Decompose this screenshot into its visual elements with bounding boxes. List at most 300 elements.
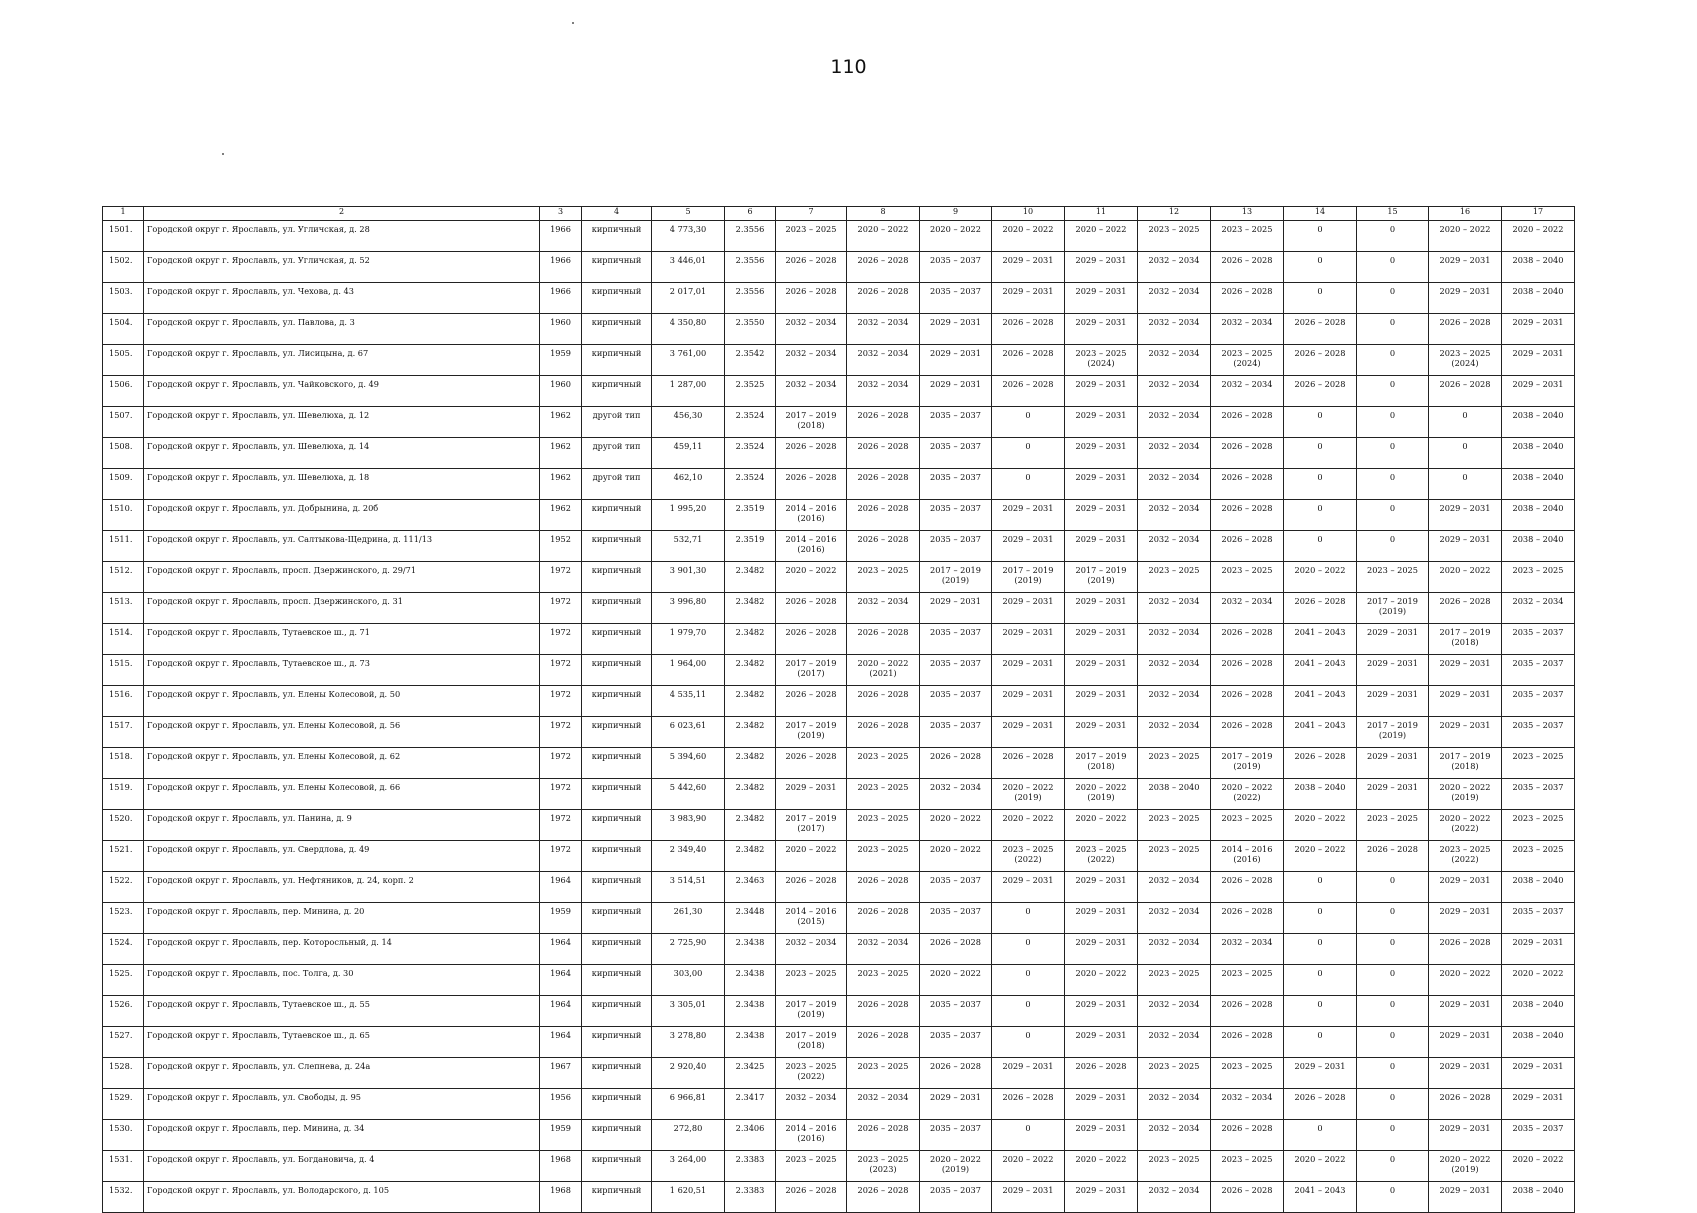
period-col-9-cell: 2020 – 2022 (920, 221, 992, 252)
period-col-8-cell: 2026 – 2028 (847, 407, 920, 438)
period-col-12-cell: 2032 – 2034 (1138, 655, 1211, 686)
period-col-13-cell: 2032 – 2034 (1211, 934, 1284, 965)
total-area-cell: 3 996,80 (652, 593, 725, 624)
period-col-16-cell: 2020 – 2022 (2022) (1429, 810, 1502, 841)
period-col-13-cell: 2023 – 2025 (1211, 562, 1284, 593)
address-cell: Городской округ г. Ярославль, ул. Слепнева, д. 24а (144, 1058, 540, 1089)
period-col-16-cell: 2020 – 2022 (2019) (1429, 779, 1502, 810)
period-col-11-cell: 2029 – 2031 (1065, 872, 1138, 903)
row-number-cell: 1525. (103, 965, 144, 996)
period-col-14-cell: 2026 – 2028 (1284, 748, 1357, 779)
period-col-17-cell: 2023 – 2025 (1502, 562, 1575, 593)
address-cell: Городской округ г. Ярославль, ул. Свердлова, д. 49 (144, 841, 540, 872)
period-col-13-cell: 2026 – 2028 (1211, 469, 1284, 500)
period-col-14-cell: 0 (1284, 221, 1357, 252)
period-col-9-cell: 2035 – 2037 (920, 717, 992, 748)
period-col-7-cell: 2032 – 2034 (776, 934, 847, 965)
address-cell: Городской округ г. Ярославль, пер. Минина, д. 20 (144, 903, 540, 934)
year-built-cell: 1972 (540, 562, 582, 593)
period-col-12-cell: 2032 – 2034 (1138, 314, 1211, 345)
period-col-7-cell: 2032 – 2034 (776, 314, 847, 345)
period-col-7-cell: 2026 – 2028 (776, 593, 847, 624)
period-col-13-cell: 2026 – 2028 (1211, 996, 1284, 1027)
table-row (103, 531, 1575, 562)
year-built-cell: 1962 (540, 407, 582, 438)
period-col-14-cell: 2041 – 2043 (1284, 1182, 1357, 1213)
address-cell: Городской округ г. Ярославль, ул. Шевелюха, д. 12 (144, 407, 540, 438)
priority-index-cell: 2.3482 (725, 686, 776, 717)
period-col-11-cell: 2029 – 2031 (1065, 1089, 1138, 1120)
period-col-7-cell: 2017 – 2019 (2017) (776, 810, 847, 841)
priority-index-cell: 2.3482 (725, 841, 776, 872)
row-number-cell: 1516. (103, 686, 144, 717)
period-col-12-cell: 2032 – 2034 (1138, 438, 1211, 469)
period-col-9-cell: 2020 – 2022 (920, 965, 992, 996)
period-col-17-cell: 2035 – 2037 (1502, 686, 1575, 717)
period-col-7-cell: 2023 – 2025 (776, 221, 847, 252)
wall-material-cell: кирпичный (582, 655, 652, 686)
table-row (103, 221, 1575, 252)
period-col-17-cell: 2029 – 2031 (1502, 1058, 1575, 1089)
period-col-15-cell: 2029 – 2031 (1357, 624, 1429, 655)
period-col-13-cell: 2026 – 2028 (1211, 903, 1284, 934)
wall-material-cell: кирпичный (582, 624, 652, 655)
address-cell: Городской округ г. Ярославль, ул. Елены Колесовой, д. 56 (144, 717, 540, 748)
period-col-11-cell: 2029 – 2031 (1065, 686, 1138, 717)
total-area-cell: 2 725,90 (652, 934, 725, 965)
period-col-11-cell: 2029 – 2031 (1065, 903, 1138, 934)
period-col-11-cell: 2026 – 2028 (1065, 1058, 1138, 1089)
period-col-12-cell: 2032 – 2034 (1138, 686, 1211, 717)
address-cell: Городской округ г. Ярославль, ул. Лисицына, д. 67 (144, 345, 540, 376)
period-col-14-cell: 0 (1284, 469, 1357, 500)
period-col-11-cell: 2023 – 2025 (2024) (1065, 345, 1138, 376)
period-col-9-cell: 2029 – 2031 (920, 314, 992, 345)
row-number-cell: 1531. (103, 1151, 144, 1182)
period-col-11-cell: 2029 – 2031 (1065, 717, 1138, 748)
period-col-7-cell: 2026 – 2028 (776, 686, 847, 717)
address-cell: Городской округ г. Ярославль, ул. Володарского, д. 105 (144, 1182, 540, 1213)
priority-index-cell: 2.3482 (725, 624, 776, 655)
period-col-14-cell: 2026 – 2028 (1284, 314, 1357, 345)
period-col-15-cell: 2023 – 2025 (1357, 810, 1429, 841)
period-col-14-cell: 2020 – 2022 (1284, 810, 1357, 841)
period-col-8-cell: 2032 – 2034 (847, 314, 920, 345)
year-built-cell: 1964 (540, 1027, 582, 1058)
table-row (103, 903, 1575, 934)
table-row (103, 717, 1575, 748)
period-col-10-cell: 2020 – 2022 (992, 810, 1065, 841)
priority-index-cell: 2.3524 (725, 407, 776, 438)
period-col-12-cell: 2032 – 2034 (1138, 593, 1211, 624)
period-col-12-cell: 2032 – 2034 (1138, 407, 1211, 438)
period-col-12-cell: 2023 – 2025 (1138, 221, 1211, 252)
period-col-16-cell: 2029 – 2031 (1429, 655, 1502, 686)
priority-index-cell: 2.3438 (725, 965, 776, 996)
period-col-10-cell: 2026 – 2028 (992, 376, 1065, 407)
period-col-15-cell: 0 (1357, 1182, 1429, 1213)
period-col-17-cell: 2038 – 2040 (1502, 1027, 1575, 1058)
period-col-8-cell: 2023 – 2025 (847, 748, 920, 779)
wall-material-cell: кирпичный (582, 221, 652, 252)
period-col-14-cell: 0 (1284, 934, 1357, 965)
period-col-15-cell: 0 (1357, 345, 1429, 376)
period-col-17-cell: 2035 – 2037 (1502, 1120, 1575, 1151)
year-built-cell: 1966 (540, 252, 582, 283)
period-col-16-cell: 2017 – 2019 (2018) (1429, 748, 1502, 779)
address-cell: Городской округ г. Ярославль, пер. Которосльный, д. 14 (144, 934, 540, 965)
period-col-15-cell: 0 (1357, 1151, 1429, 1182)
period-col-17-cell: 2038 – 2040 (1502, 469, 1575, 500)
priority-index-cell: 2.3383 (725, 1151, 776, 1182)
period-col-15-cell: 2029 – 2031 (1357, 779, 1429, 810)
scan-speck (572, 22, 574, 24)
year-built-cell: 1972 (540, 655, 582, 686)
period-col-16-cell: 2029 – 2031 (1429, 1182, 1502, 1213)
address-cell: Городской округ г. Ярославль, ул. Шевелюха, д. 18 (144, 469, 540, 500)
period-col-17-cell: 2023 – 2025 (1502, 841, 1575, 872)
row-number-cell: 1517. (103, 717, 144, 748)
total-area-cell: 3 278,80 (652, 1027, 725, 1058)
period-col-13-cell: 2026 – 2028 (1211, 1027, 1284, 1058)
period-col-14-cell: 0 (1284, 996, 1357, 1027)
period-col-12-cell: 2023 – 2025 (1138, 562, 1211, 593)
period-col-10-cell: 2020 – 2022 (2019) (992, 779, 1065, 810)
period-col-7-cell: 2023 – 2025 (776, 1151, 847, 1182)
table-row (103, 748, 1575, 779)
year-built-cell: 1968 (540, 1151, 582, 1182)
period-col-16-cell: 2029 – 2031 (1429, 903, 1502, 934)
row-number-cell: 1518. (103, 748, 144, 779)
year-built-cell: 1972 (540, 624, 582, 655)
period-col-7-cell: 2014 – 2016 (2016) (776, 531, 847, 562)
priority-index-cell: 2.3482 (725, 748, 776, 779)
period-col-7-cell: 2017 – 2019 (2018) (776, 1027, 847, 1058)
period-col-10-cell: 2026 – 2028 (992, 314, 1065, 345)
period-col-9-cell: 2020 – 2022 (920, 810, 992, 841)
period-col-17-cell: 2029 – 2031 (1502, 1089, 1575, 1120)
total-area-cell: 6 966,81 (652, 1089, 725, 1120)
period-col-17-cell: 2029 – 2031 (1502, 934, 1575, 965)
period-col-17-cell: 2020 – 2022 (1502, 965, 1575, 996)
wall-material-cell: кирпичный (582, 1058, 652, 1089)
period-col-12-cell: 2032 – 2034 (1138, 624, 1211, 655)
period-col-15-cell: 2017 – 2019 (2019) (1357, 717, 1429, 748)
priority-index-cell: 2.3556 (725, 221, 776, 252)
period-col-8-cell: 2026 – 2028 (847, 438, 920, 469)
table-row (103, 345, 1575, 376)
period-col-9-cell: 2026 – 2028 (920, 748, 992, 779)
period-col-10-cell: 2026 – 2028 (992, 1089, 1065, 1120)
period-col-12-cell: 2038 – 2040 (1138, 779, 1211, 810)
row-number-cell: 1532. (103, 1182, 144, 1213)
priority-index-cell: 2.3482 (725, 779, 776, 810)
period-col-11-cell: 2029 – 2031 (1065, 934, 1138, 965)
period-col-10-cell: 2029 – 2031 (992, 252, 1065, 283)
priority-index-cell: 2.3438 (725, 996, 776, 1027)
period-col-12-cell: 2032 – 2034 (1138, 1089, 1211, 1120)
table-row (103, 469, 1575, 500)
period-col-11-cell: 2017 – 2019 (2019) (1065, 562, 1138, 593)
period-col-11-cell: 2017 – 2019 (2018) (1065, 748, 1138, 779)
year-built-cell: 1972 (540, 810, 582, 841)
period-col-10-cell: 2017 – 2019 (2019) (992, 562, 1065, 593)
period-col-17-cell: 2038 – 2040 (1502, 438, 1575, 469)
period-col-10-cell: 2020 – 2022 (992, 1151, 1065, 1182)
address-cell: Городской округ г. Ярославль, просп. Дзержинского, д. 29/71 (144, 562, 540, 593)
period-col-9-cell: 2020 – 2022 (2019) (920, 1151, 992, 1182)
column-number-header: 17 (1502, 207, 1575, 221)
period-col-13-cell: 2023 – 2025 (2024) (1211, 345, 1284, 376)
period-col-10-cell: 0 (992, 934, 1065, 965)
period-col-10-cell: 2029 – 2031 (992, 283, 1065, 314)
column-number-header: 1 (103, 207, 144, 221)
total-area-cell: 4 773,30 (652, 221, 725, 252)
period-col-9-cell: 2035 – 2037 (920, 996, 992, 1027)
period-col-7-cell: 2017 – 2019 (2017) (776, 655, 847, 686)
period-col-8-cell: 2026 – 2028 (847, 252, 920, 283)
wall-material-cell: кирпичный (582, 779, 652, 810)
period-col-10-cell: 2029 – 2031 (992, 593, 1065, 624)
period-col-16-cell: 2029 – 2031 (1429, 500, 1502, 531)
period-col-8-cell: 2032 – 2034 (847, 1089, 920, 1120)
period-col-11-cell: 2029 – 2031 (1065, 1120, 1138, 1151)
wall-material-cell: кирпичный (582, 934, 652, 965)
priority-index-cell: 2.3482 (725, 655, 776, 686)
period-col-16-cell: 2020 – 2022 (1429, 221, 1502, 252)
wall-material-cell: кирпичный (582, 1027, 652, 1058)
period-col-8-cell: 2026 – 2028 (847, 1120, 920, 1151)
period-col-13-cell: 2023 – 2025 (1211, 1058, 1284, 1089)
period-col-17-cell: 2035 – 2037 (1502, 717, 1575, 748)
period-col-10-cell: 2026 – 2028 (992, 345, 1065, 376)
period-col-10-cell: 0 (992, 996, 1065, 1027)
period-col-11-cell: 2020 – 2022 (1065, 810, 1138, 841)
priority-index-cell: 2.3417 (725, 1089, 776, 1120)
period-col-17-cell: 2032 – 2034 (1502, 593, 1575, 624)
period-col-17-cell: 2038 – 2040 (1502, 500, 1575, 531)
priority-index-cell: 2.3550 (725, 314, 776, 345)
table-row (103, 438, 1575, 469)
period-col-12-cell: 2032 – 2034 (1138, 934, 1211, 965)
period-col-14-cell: 2020 – 2022 (1284, 562, 1357, 593)
period-col-10-cell: 2026 – 2028 (992, 748, 1065, 779)
period-col-7-cell: 2032 – 2034 (776, 1089, 847, 1120)
period-col-7-cell: 2026 – 2028 (776, 252, 847, 283)
year-built-cell: 1962 (540, 469, 582, 500)
row-number-cell: 1528. (103, 1058, 144, 1089)
wall-material-cell: кирпичный (582, 903, 652, 934)
period-col-17-cell: 2023 – 2025 (1502, 748, 1575, 779)
period-col-8-cell: 2026 – 2028 (847, 531, 920, 562)
period-col-7-cell: 2026 – 2028 (776, 624, 847, 655)
period-col-16-cell: 2029 – 2031 (1429, 1120, 1502, 1151)
period-col-17-cell: 2038 – 2040 (1502, 1182, 1575, 1213)
period-col-13-cell: 2032 – 2034 (1211, 593, 1284, 624)
period-col-13-cell: 2032 – 2034 (1211, 1089, 1284, 1120)
total-area-cell: 5 442,60 (652, 779, 725, 810)
table-row (103, 810, 1575, 841)
wall-material-cell: кирпичный (582, 593, 652, 624)
period-col-15-cell: 0 (1357, 1027, 1429, 1058)
period-col-15-cell: 2023 – 2025 (1357, 562, 1429, 593)
period-col-15-cell: 0 (1357, 221, 1429, 252)
row-number-cell: 1510. (103, 500, 144, 531)
period-col-8-cell: 2026 – 2028 (847, 624, 920, 655)
period-col-12-cell: 2032 – 2034 (1138, 872, 1211, 903)
period-col-10-cell: 0 (992, 469, 1065, 500)
priority-index-cell: 2.3482 (725, 717, 776, 748)
period-col-10-cell: 2023 – 2025 (2022) (992, 841, 1065, 872)
column-number-header: 12 (1138, 207, 1211, 221)
period-col-8-cell: 2020 – 2022 (2021) (847, 655, 920, 686)
wall-material-cell: кирпичный (582, 314, 652, 345)
period-col-7-cell: 2017 – 2019 (2019) (776, 996, 847, 1027)
total-area-cell: 3 514,51 (652, 872, 725, 903)
address-cell: Городской округ г. Ярославль, ул. Добрынина, д. 20б (144, 500, 540, 531)
period-col-9-cell: 2035 – 2037 (920, 1182, 992, 1213)
period-col-10-cell: 2029 – 2031 (992, 500, 1065, 531)
row-number-cell: 1526. (103, 996, 144, 1027)
year-built-cell: 1967 (540, 1058, 582, 1089)
period-col-7-cell: 2026 – 2028 (776, 438, 847, 469)
period-col-17-cell: 2038 – 2040 (1502, 407, 1575, 438)
row-number-cell: 1511. (103, 531, 144, 562)
row-number-cell: 1509. (103, 469, 144, 500)
period-col-12-cell: 2023 – 2025 (1138, 965, 1211, 996)
year-built-cell: 1972 (540, 686, 582, 717)
row-number-cell: 1501. (103, 221, 144, 252)
wall-material-cell: кирпичный (582, 1151, 652, 1182)
address-cell: Городской округ г. Ярославль, ул. Угличская, д. 52 (144, 252, 540, 283)
period-col-7-cell: 2014 – 2016 (2015) (776, 903, 847, 934)
priority-index-cell: 2.3556 (725, 283, 776, 314)
period-col-12-cell: 2032 – 2034 (1138, 345, 1211, 376)
period-col-8-cell: 2023 – 2025 (847, 562, 920, 593)
period-col-13-cell: 2023 – 2025 (1211, 965, 1284, 996)
column-number-header: 15 (1357, 207, 1429, 221)
year-built-cell: 1960 (540, 314, 582, 345)
period-col-7-cell: 2032 – 2034 (776, 345, 847, 376)
address-cell: Городской округ г. Ярославль, ул. Елены Колесовой, д. 62 (144, 748, 540, 779)
priority-index-cell: 2.3463 (725, 872, 776, 903)
period-col-7-cell: 2017 – 2019 (2018) (776, 407, 847, 438)
year-built-cell: 1960 (540, 376, 582, 407)
period-col-16-cell: 2023 – 2025 (2024) (1429, 345, 1502, 376)
period-col-9-cell: 2035 – 2037 (920, 624, 992, 655)
period-col-8-cell: 2032 – 2034 (847, 376, 920, 407)
address-cell: Городской округ г. Ярославль, ул. Угличская, д. 28 (144, 221, 540, 252)
period-col-10-cell: 2029 – 2031 (992, 717, 1065, 748)
table-row (103, 1089, 1575, 1120)
wall-material-cell: другой тип (582, 438, 652, 469)
period-col-13-cell: 2026 – 2028 (1211, 872, 1284, 903)
period-col-15-cell: 0 (1357, 934, 1429, 965)
period-col-14-cell: 2041 – 2043 (1284, 717, 1357, 748)
period-col-13-cell: 2026 – 2028 (1211, 1182, 1284, 1213)
period-col-11-cell: 2029 – 2031 (1065, 469, 1138, 500)
period-col-8-cell: 2026 – 2028 (847, 996, 920, 1027)
period-col-10-cell: 2029 – 2031 (992, 1058, 1065, 1089)
period-col-8-cell: 2032 – 2034 (847, 934, 920, 965)
period-col-17-cell: 2035 – 2037 (1502, 624, 1575, 655)
total-area-cell: 272,80 (652, 1120, 725, 1151)
row-number-cell: 1519. (103, 779, 144, 810)
period-col-9-cell: 2026 – 2028 (920, 934, 992, 965)
priority-index-cell: 2.3525 (725, 376, 776, 407)
period-col-14-cell: 0 (1284, 872, 1357, 903)
period-col-10-cell: 0 (992, 407, 1065, 438)
period-col-12-cell: 2032 – 2034 (1138, 531, 1211, 562)
wall-material-cell: кирпичный (582, 1120, 652, 1151)
wall-material-cell: кирпичный (582, 531, 652, 562)
period-col-17-cell: 2038 – 2040 (1502, 531, 1575, 562)
period-col-11-cell: 2029 – 2031 (1065, 314, 1138, 345)
wall-material-cell: кирпичный (582, 283, 652, 314)
period-col-17-cell: 2029 – 2031 (1502, 314, 1575, 345)
table-body (103, 221, 1575, 1213)
total-area-cell: 1 979,70 (652, 624, 725, 655)
total-area-cell: 6 023,61 (652, 717, 725, 748)
period-col-15-cell: 0 (1357, 252, 1429, 283)
table-row (103, 841, 1575, 872)
column-number-header: 16 (1429, 207, 1502, 221)
period-col-7-cell: 2014 – 2016 (2016) (776, 500, 847, 531)
priority-index-cell: 2.3524 (725, 469, 776, 500)
column-number-row (103, 207, 1575, 221)
total-area-cell: 456,30 (652, 407, 725, 438)
wall-material-cell: кирпичный (582, 872, 652, 903)
address-cell: Городской округ г. Ярославль, пер. Минина, д. 34 (144, 1120, 540, 1151)
row-number-cell: 1523. (103, 903, 144, 934)
total-area-cell: 1 995,20 (652, 500, 725, 531)
table-row (103, 872, 1575, 903)
period-col-13-cell: 2026 – 2028 (1211, 252, 1284, 283)
period-col-16-cell: 2029 – 2031 (1429, 252, 1502, 283)
period-col-7-cell: 2020 – 2022 (776, 562, 847, 593)
period-col-11-cell: 2029 – 2031 (1065, 376, 1138, 407)
total-area-cell: 532,71 (652, 531, 725, 562)
period-col-13-cell: 2026 – 2028 (1211, 283, 1284, 314)
period-col-12-cell: 2023 – 2025 (1138, 748, 1211, 779)
period-col-14-cell: 0 (1284, 1120, 1357, 1151)
period-col-16-cell: 2017 – 2019 (2018) (1429, 624, 1502, 655)
period-col-14-cell: 2041 – 2043 (1284, 686, 1357, 717)
period-col-7-cell: 2023 – 2025 (2022) (776, 1058, 847, 1089)
year-built-cell: 1966 (540, 283, 582, 314)
period-col-12-cell: 2023 – 2025 (1138, 1058, 1211, 1089)
period-col-14-cell: 2026 – 2028 (1284, 1089, 1357, 1120)
total-area-cell: 4 535,11 (652, 686, 725, 717)
wall-material-cell: кирпичный (582, 500, 652, 531)
period-col-12-cell: 2023 – 2025 (1138, 841, 1211, 872)
row-number-cell: 1504. (103, 314, 144, 345)
address-cell: Городской округ г. Ярославль, просп. Дзержинского, д. 31 (144, 593, 540, 624)
column-number-header: 10 (992, 207, 1065, 221)
period-col-12-cell: 2032 – 2034 (1138, 717, 1211, 748)
total-area-cell: 3 901,30 (652, 562, 725, 593)
period-col-13-cell: 2026 – 2028 (1211, 500, 1284, 531)
period-col-14-cell: 2041 – 2043 (1284, 655, 1357, 686)
period-col-9-cell: 2029 – 2031 (920, 345, 992, 376)
period-col-10-cell: 2020 – 2022 (992, 221, 1065, 252)
wall-material-cell: кирпичный (582, 810, 652, 841)
period-col-13-cell: 2026 – 2028 (1211, 531, 1284, 562)
period-col-13-cell: 2023 – 2025 (1211, 1151, 1284, 1182)
period-col-11-cell: 2020 – 2022 (1065, 221, 1138, 252)
period-col-9-cell: 2035 – 2037 (920, 252, 992, 283)
row-number-cell: 1524. (103, 934, 144, 965)
